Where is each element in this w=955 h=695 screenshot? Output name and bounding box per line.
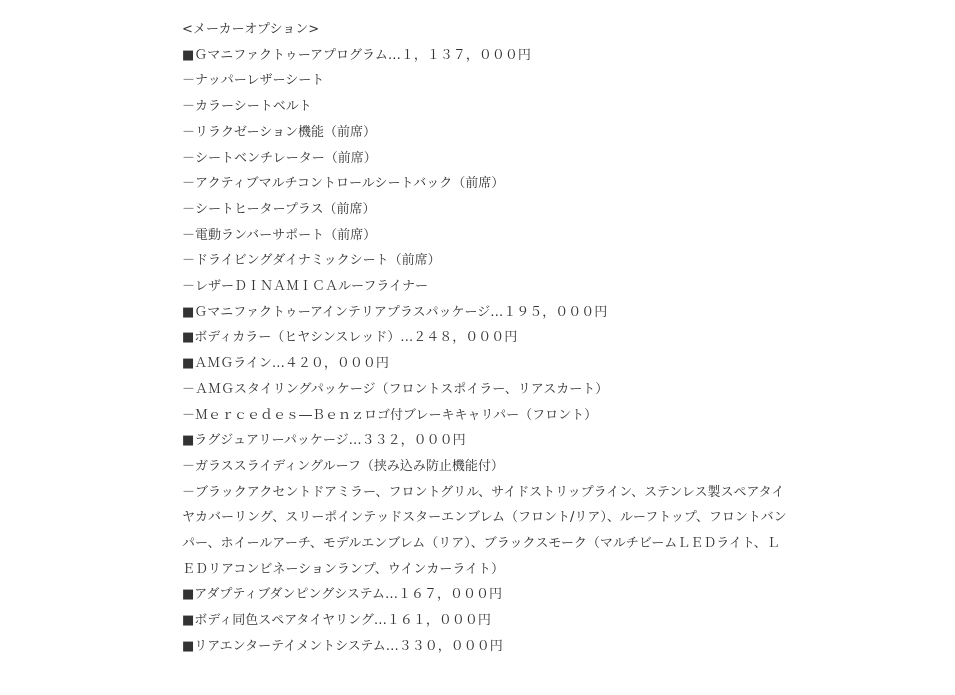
option-subitem: －ＡＭＧスタイリングパッケージ（フロントスポイラー、リアスカート） bbox=[182, 381, 609, 397]
option-item: ■アダプティブダンピングシステム…１６７，０００円 bbox=[182, 587, 502, 603]
option-item: ■リアエンターテイメントシステム…３３０，０００円 bbox=[182, 638, 503, 654]
option-item: ■ボディカラー（ヒヤシンスレッド）…２４８，０００円 bbox=[182, 330, 518, 346]
option-subitem: －リラクゼーション機能（前席） bbox=[182, 124, 376, 140]
maker-options-list bbox=[182, 17, 792, 660]
option-item: ■ＡＭＧライン…４２０，０００円 bbox=[182, 356, 389, 372]
option-subitem: －アクティブマルチコントロールシートバック（前席） bbox=[182, 176, 505, 192]
option-item: ■Ｇマニファクトゥーアインテリアプラスパッケージ…１９５，０００円 bbox=[182, 304, 608, 320]
option-subitem: －シートベンチレーター（前席） bbox=[182, 150, 377, 166]
option-item: ■Ｇマニファクトゥーアプログラム…１，１３７，０００円 bbox=[182, 47, 531, 63]
option-item: ■ラグジュアリーパッケージ…３３２，０００円 bbox=[182, 433, 466, 449]
option-subitem: －カラーシートベルト bbox=[182, 99, 312, 115]
option-subitem: －レザーＤＩＮＡＭＩＣＡルーフライナー bbox=[182, 279, 428, 295]
option-subitem: －Ｍｅｒｃｅｄｅｓ―Ｂｅｎｚロゴ付ブレーキキャリパー（フロント） bbox=[182, 407, 598, 423]
option-subitem: －シートヒータープラス（前席） bbox=[182, 201, 376, 217]
option-subitem: －ガラススライディングルーフ（挟み込み防止機能付） bbox=[182, 458, 504, 474]
section-heading: <メーカーオプション> bbox=[182, 22, 320, 37]
option-item: ■ボディ同色スペアタイヤリング…１６１，０００円 bbox=[182, 613, 491, 629]
option-subitem: －ドライビングダイナミックシート（前席） bbox=[182, 253, 441, 269]
option-subitem: －ナッパーレザーシート bbox=[182, 73, 325, 89]
option-subitem: －ブラックアクセントドアミラー、フロントグリル、サイドストリップライン、ステンレス製スペアタイヤカバーリング、スリーポインテッドスターエンブレム（フロント/リア）、ルーフトップ、フロントバンパー、ホイールアーチ、モデルエンブレム（リア）、ブラックスモーク（マルチビームＬＥＤライト、ＬＥＤリアコンビネーションランプ、ウインカーライト） bbox=[182, 484, 787, 577]
option-subitem: －電動ランバーサポート（前席） bbox=[182, 227, 377, 243]
